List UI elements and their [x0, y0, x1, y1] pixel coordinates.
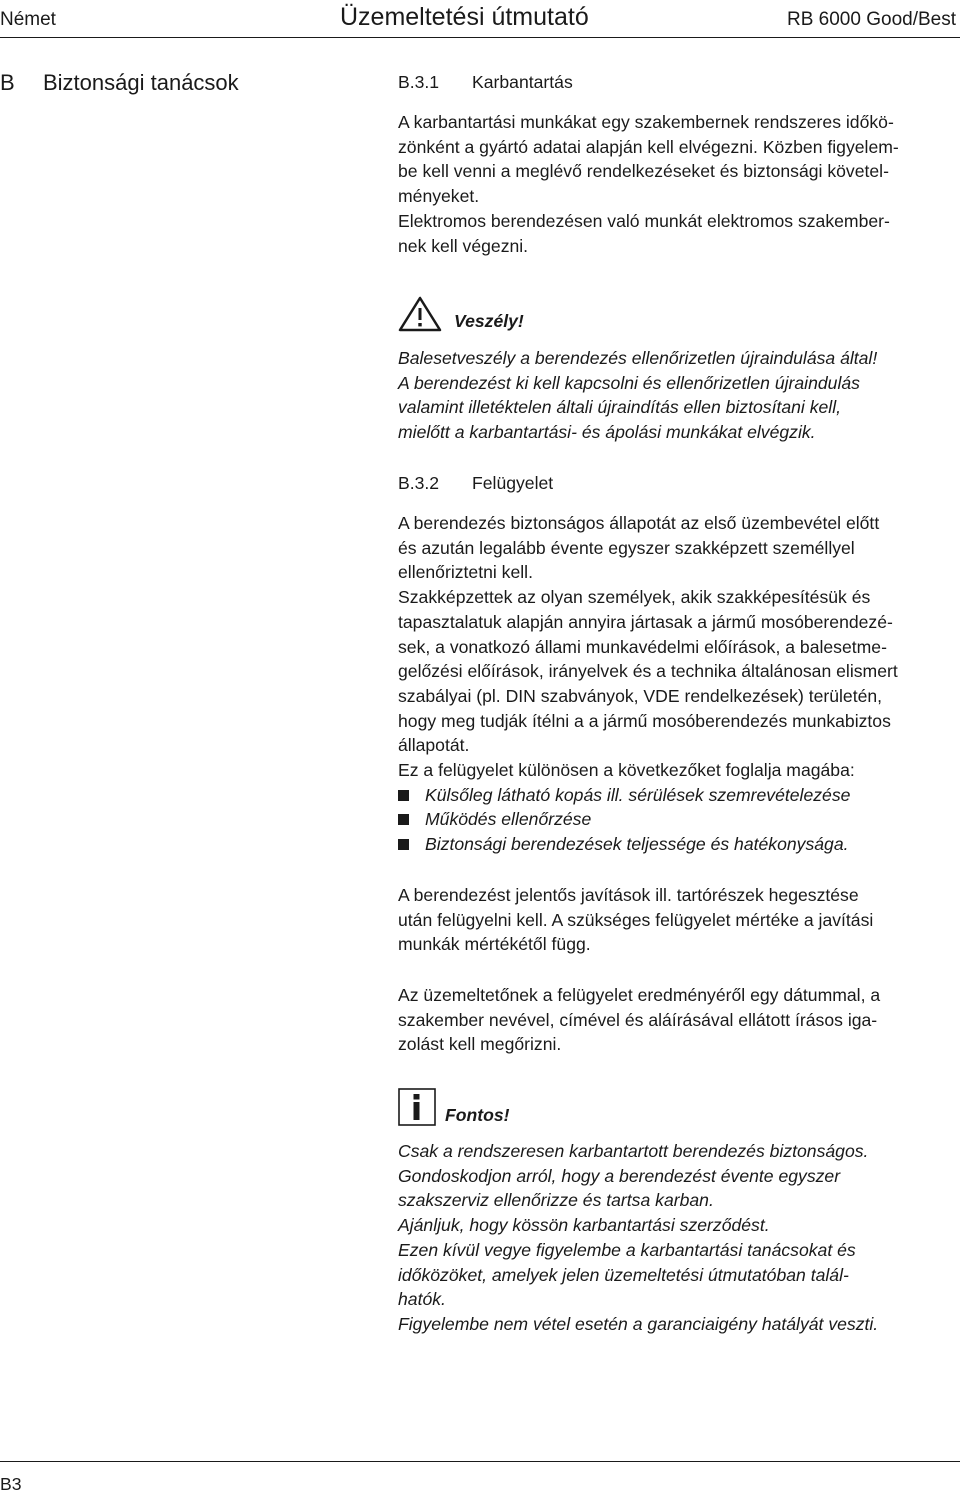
text-line: A karbantartási munkákat egy szakembernek rendszeres időkö- [398, 112, 894, 132]
bullet-square-icon [398, 790, 409, 801]
text-line: Szakképzettek az olyan személyek, akik szakképesítésük és [398, 587, 871, 608]
text-line: szakszerviz ellenőrizze és tartsa karban. [398, 1190, 714, 1211]
text-line: időközöket, amelyek jelen üzemeltetési útmutatóban talál- [398, 1264, 849, 1285]
text-line: után felügyelni kell. A szükséges felügyelet mértéke a javítási [398, 909, 874, 930]
section-title: Karbantartás [472, 72, 573, 92]
bullet-square-icon [398, 814, 409, 825]
text-line: nek kell végezni. [398, 235, 529, 256]
header-model: RB 6000 Good/Best [787, 9, 956, 30]
text-line: ményeket. [398, 186, 480, 207]
section-heading-maintenance [398, 70, 958, 95]
text-line: szabályai (pl. DIN szabványok, VDE rendelkezések) területén, [398, 685, 883, 706]
text-line: zolást kell megőrizni. [398, 1034, 562, 1055]
text-line: Ezen kívül vegye figyelembe a karbantartási tanácsokat és [398, 1239, 856, 1260]
text-line: tapasztalatuk alapján annyira jártasak a jármű mosóberendezé- [398, 611, 893, 632]
section-number: B.3.2 [398, 473, 440, 493]
list-item: Külsőleg látható kopás ill. sérülések szemrevételezése [398, 783, 958, 808]
text-line: Az üzemeltetőnek a felügyelet eredményéről egy dátummal, a [398, 985, 881, 1005]
header-title: Üzemeltetési útmutató [340, 3, 589, 31]
danger-text [398, 346, 958, 445]
list-item: Működés ellenőrzése [398, 807, 958, 832]
info-icon [398, 1088, 436, 1131]
text-line: Ez a felügyelet különösen a következőket foglalja magába: [398, 760, 855, 781]
text-line: állapotát. [398, 735, 470, 756]
page-number: B3 [0, 1474, 22, 1494]
text-line: A berendezést jelentős javítások ill. tartórészek hegesztése [398, 885, 859, 905]
text-line: Balesetveszély a berendezés ellenőrizetlen újraindulása által! [398, 348, 878, 368]
section-heading-inspection [398, 471, 958, 496]
text-line: be kell venni a meglévő rendelkezéseket és biztonsági követel- [398, 161, 889, 182]
text-line: mielőtt a karbantartási- és ápolási munkákat elvégzik. [398, 422, 816, 443]
text-line: Figyelembe nem vétel esetén a garanciaigény hatályát veszti. [398, 1313, 879, 1334]
footer-divider [0, 1461, 960, 1462]
header-divider [0, 37, 960, 38]
text-line: Elektromos berendezésen való munkát elektromos szakember- [398, 210, 890, 231]
warning-triangle-icon [398, 296, 446, 337]
text-line: A berendezés biztonságos állapotát az első üzembevétel előtt [398, 513, 880, 533]
important-text [398, 1139, 958, 1337]
text-line: hatók. [398, 1289, 446, 1310]
text-line: hogy meg tudják ítélni a a jármű mosóberendezés munkabiztos [398, 710, 891, 731]
text-line: és azután legalább évente egyszer szakképzett személlyel [398, 537, 855, 558]
chapter-title: Biztonsági tanácsok [43, 70, 239, 95]
text-line: A berendezést ki kell kapcsolni és ellenőrizetlen újraindulás [398, 372, 860, 393]
section-number: B.3.1 [398, 72, 440, 92]
text-line: valamint illetéktelen általi újraindítás ellen biztosítani kell, [398, 397, 842, 418]
text-line: Csak a rendszeresen karbantartott berendezés biztonságos. [398, 1141, 869, 1161]
text-line: ellenőriztetni kell. [398, 562, 533, 583]
text-line: szakember nevével, címével és aláírásával ellátott írásos iga- [398, 1009, 878, 1030]
chapter-letter: B [0, 70, 15, 95]
important-title: Fontos! [445, 1105, 510, 1125]
bullet-square-icon [398, 839, 409, 850]
danger-title: Veszély! [454, 311, 524, 331]
text-line: sek, a vonatkozó állami munkavédelmi előírások, a balesetme- [398, 636, 887, 657]
inspection-repair-text [398, 883, 958, 957]
text-line: munkák mértékétől függ. [398, 934, 591, 955]
text-line: zönként a gyártó adatai alapján kell elvégezni. Közben figyelem- [398, 136, 899, 157]
maintenance-text [398, 110, 958, 258]
list-item: Biztonsági berendezések teljessége és hatékonysága. [398, 832, 958, 857]
text-line: gelőzési előírások, irányelvek és a technika általánosan elismert [398, 661, 898, 682]
inspection-text [398, 511, 958, 857]
text-line: Ajánljuk, hogy kössön karbantartási szerződést. [398, 1215, 770, 1236]
text-line: Gondoskodjon arról, hogy a berendezést évente egyszer [398, 1165, 841, 1186]
header-language: Német [0, 9, 56, 30]
inspection-record-text [398, 983, 958, 1057]
section-title: Felügyelet [472, 473, 554, 493]
